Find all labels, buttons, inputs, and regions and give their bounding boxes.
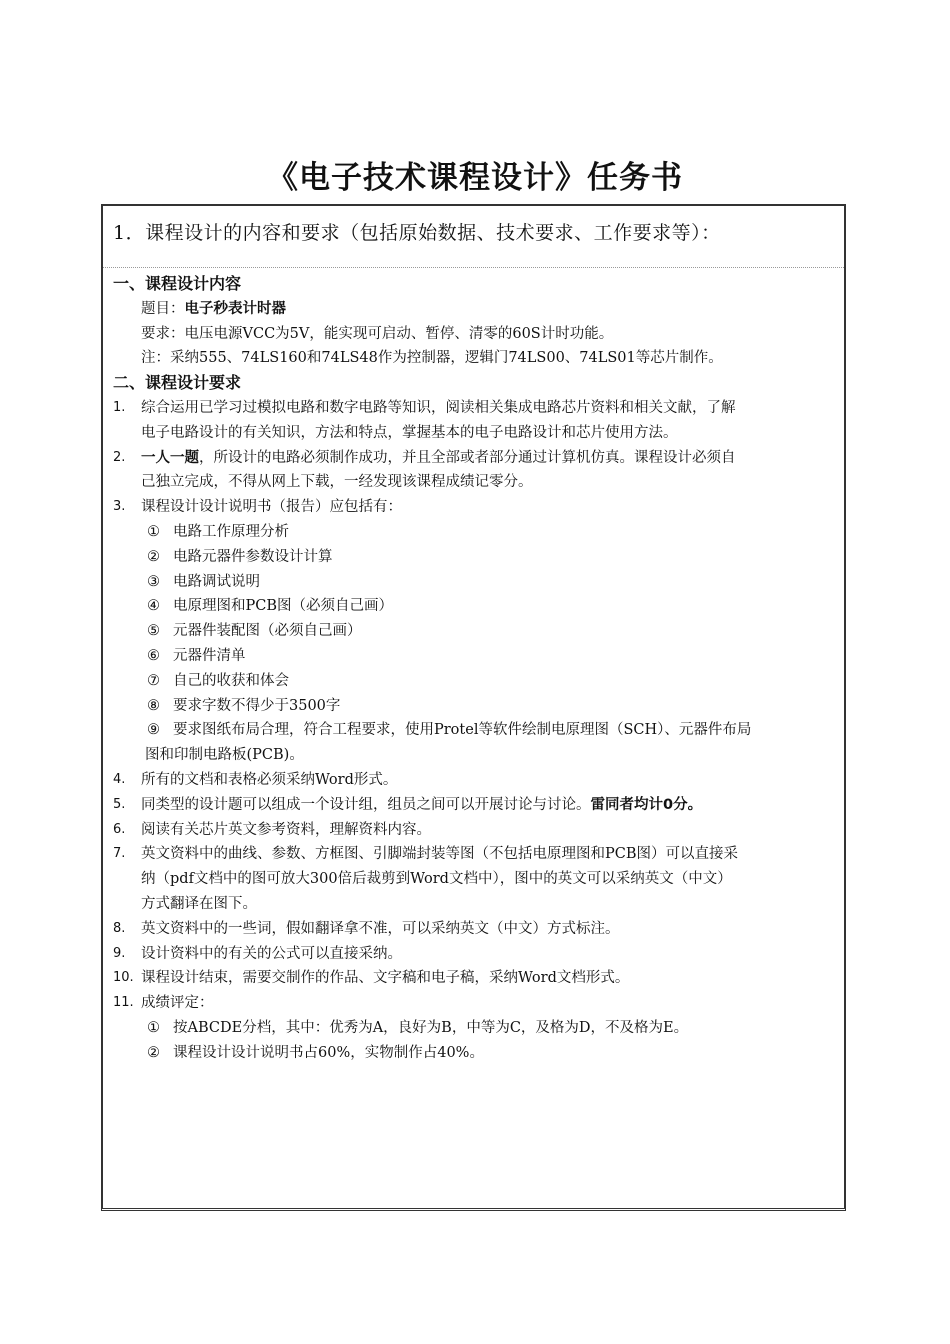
sub-item-text: 要求字数不得少于3500字: [173, 697, 341, 714]
item-number: 2.: [113, 449, 126, 465]
list-item: [113, 818, 836, 843]
course-requirements-heading: 二、课程设计要求: [113, 373, 242, 393]
item-number: 5.: [113, 796, 126, 812]
sub-item-text: 元器件清单: [173, 647, 246, 664]
item-number: 4.: [113, 771, 126, 787]
list-item: [113, 396, 836, 446]
list-item: [113, 966, 836, 991]
sub-item-text: 电路元器件参数设计计算: [173, 548, 333, 565]
item-text: ，所设计的电路必须制作成功，并且全部或者部分通过计算机仿真。课程设计必须自: [199, 449, 736, 466]
grading-text: 课程设计设计说明书占60%，实物制作占40%。: [173, 1044, 484, 1061]
item-number: 10.: [113, 970, 134, 986]
list-item: [113, 842, 836, 916]
item-text: 英文资料中的曲线、参数、方框图、引脚端封装等图（不包括电原理图和PCB图）可以直接采: [141, 846, 739, 863]
sub-item: [113, 570, 836, 595]
sub-item-mark: ①: [147, 1019, 160, 1036]
item-bold-text: 一人一题: [141, 449, 199, 466]
sub-item-mark: ①: [147, 523, 160, 540]
item-bold-text: 雷同者均计0分。: [590, 796, 703, 813]
list-item: [113, 917, 836, 942]
item-text: 电子电路设计的有关知识，方法和特点，掌握基本的电子电路设计和芯片使用方法。: [141, 424, 678, 441]
item-number: 3.: [113, 499, 126, 515]
item-text: 综合运用已学习过模拟电路和数字电路等知识，阅读相关集成电路芯片资料和相关文献，了解: [141, 399, 736, 416]
topic-value: 电子秒表计时器: [184, 300, 286, 317]
item-text: 方式翻译在图下。: [141, 895, 257, 912]
list-item: [113, 768, 836, 793]
grading-text: 按ABCDE分档，其中：优秀为A，良好为B，中等为C，及格为D，不及格为E。: [173, 1019, 689, 1036]
note-line: 注：采纳555、74LS160和74LS48作为控制器，逻辑门74LS00、74LS01等芯片制作。: [141, 350, 723, 367]
item-number: 6.: [113, 821, 126, 837]
topic-label: 题目：: [141, 300, 185, 317]
list-item: [113, 446, 836, 496]
sub-item-mark: ⑧: [147, 697, 160, 714]
item-text: 课程设计结束，需要交制作的作品、文字稿和电子稿，采纳Word文档形式。: [141, 970, 630, 987]
list-item: [113, 793, 836, 818]
item-text: 英文资料中的一些词，假如翻译拿不准，可以采纳英文（中文）方式标注。: [141, 920, 620, 937]
sub-item-continuation: 图和印制电路板(PCB)。: [145, 747, 304, 764]
item-text: 所有的文档和表格必须采纳Word形式。: [141, 771, 398, 788]
item-number: 7.: [113, 846, 126, 862]
item-text: 同类型的设计题可以组成一个设计组，组员之间可以开展讨论与讨论。: [141, 796, 591, 813]
topic-line: [113, 297, 836, 322]
sub-item-mark: ⑨: [147, 722, 160, 739]
sub-item: [113, 718, 836, 743]
sub-item-text: 电路工作原理分析: [173, 523, 289, 540]
item-text: 纳（pdf文档中的图可放大300倍后裁剪到Word文档中），图中的英文可以采纳英文（中文）: [141, 871, 732, 888]
item-text: 课程设计设计说明书（报告）应包括有：: [141, 499, 402, 516]
requirement-line: 要求：电压电源VCC为5V，能实现可启动、暂停、清零的60S计时功能。: [141, 325, 614, 342]
sub-item-mark: ⑥: [147, 647, 160, 664]
sub-item-mark: ③: [147, 573, 160, 590]
page-title: 《电子技术课程设计》任务书: [267, 160, 683, 196]
item-text: 阅读有关芯片英文参考资料，理解资料内容。: [141, 821, 431, 838]
sub-item: [113, 545, 836, 570]
sub-item-text: 元器件装配图（必须自己画）: [173, 623, 362, 640]
course-content-heading: 一、课程设计内容: [113, 274, 242, 293]
item-number: 11.: [113, 995, 134, 1011]
sub-item-text: 自己的收获和体会: [173, 672, 289, 689]
item-number: 8.: [113, 920, 126, 936]
sub-item: [113, 594, 836, 619]
sub-item: [113, 520, 836, 545]
sub-item-text: 电原理图和PCB图（必须自己画）: [173, 598, 394, 615]
task-table: [101, 204, 846, 1211]
sub-item-mark: ⑤: [147, 623, 160, 640]
sub-item: [113, 619, 836, 644]
sub-item: [113, 669, 836, 694]
item-text: 己独立完成，不得从网上下载，一经发现该课程成绩记零分。: [141, 474, 533, 491]
item-text: 成绩评定：: [141, 995, 214, 1012]
item-text: 设计资料中的有关的公式可以直接采纳。: [141, 945, 402, 962]
list-item: [113, 495, 836, 520]
sub-item-text: 电路调试说明: [173, 573, 260, 590]
list-item: [113, 942, 836, 967]
sub-item-mark: ②: [147, 548, 160, 565]
sub-item-mark: ⑦: [147, 672, 160, 689]
grading-item: [113, 1041, 836, 1066]
section-content: [103, 268, 844, 1066]
sub-item: [113, 644, 836, 669]
grading-item: [113, 1016, 836, 1041]
item-number: 9.: [113, 945, 126, 961]
sub-item-mark: ②: [147, 1044, 160, 1061]
list-item: [113, 991, 836, 1016]
sub-item: [113, 694, 836, 719]
section-header: 1．课程设计的内容和要求（包括原始数据、技术要求、工作要求等）：: [103, 206, 844, 268]
item-number: 1.: [113, 399, 126, 415]
sub-item-text: 要求图纸布局合理，符合工程要求，使用Protel等软件绘制电原理图（SCH）、元器件布局: [173, 722, 752, 739]
sub-item-mark: ④: [147, 598, 160, 615]
